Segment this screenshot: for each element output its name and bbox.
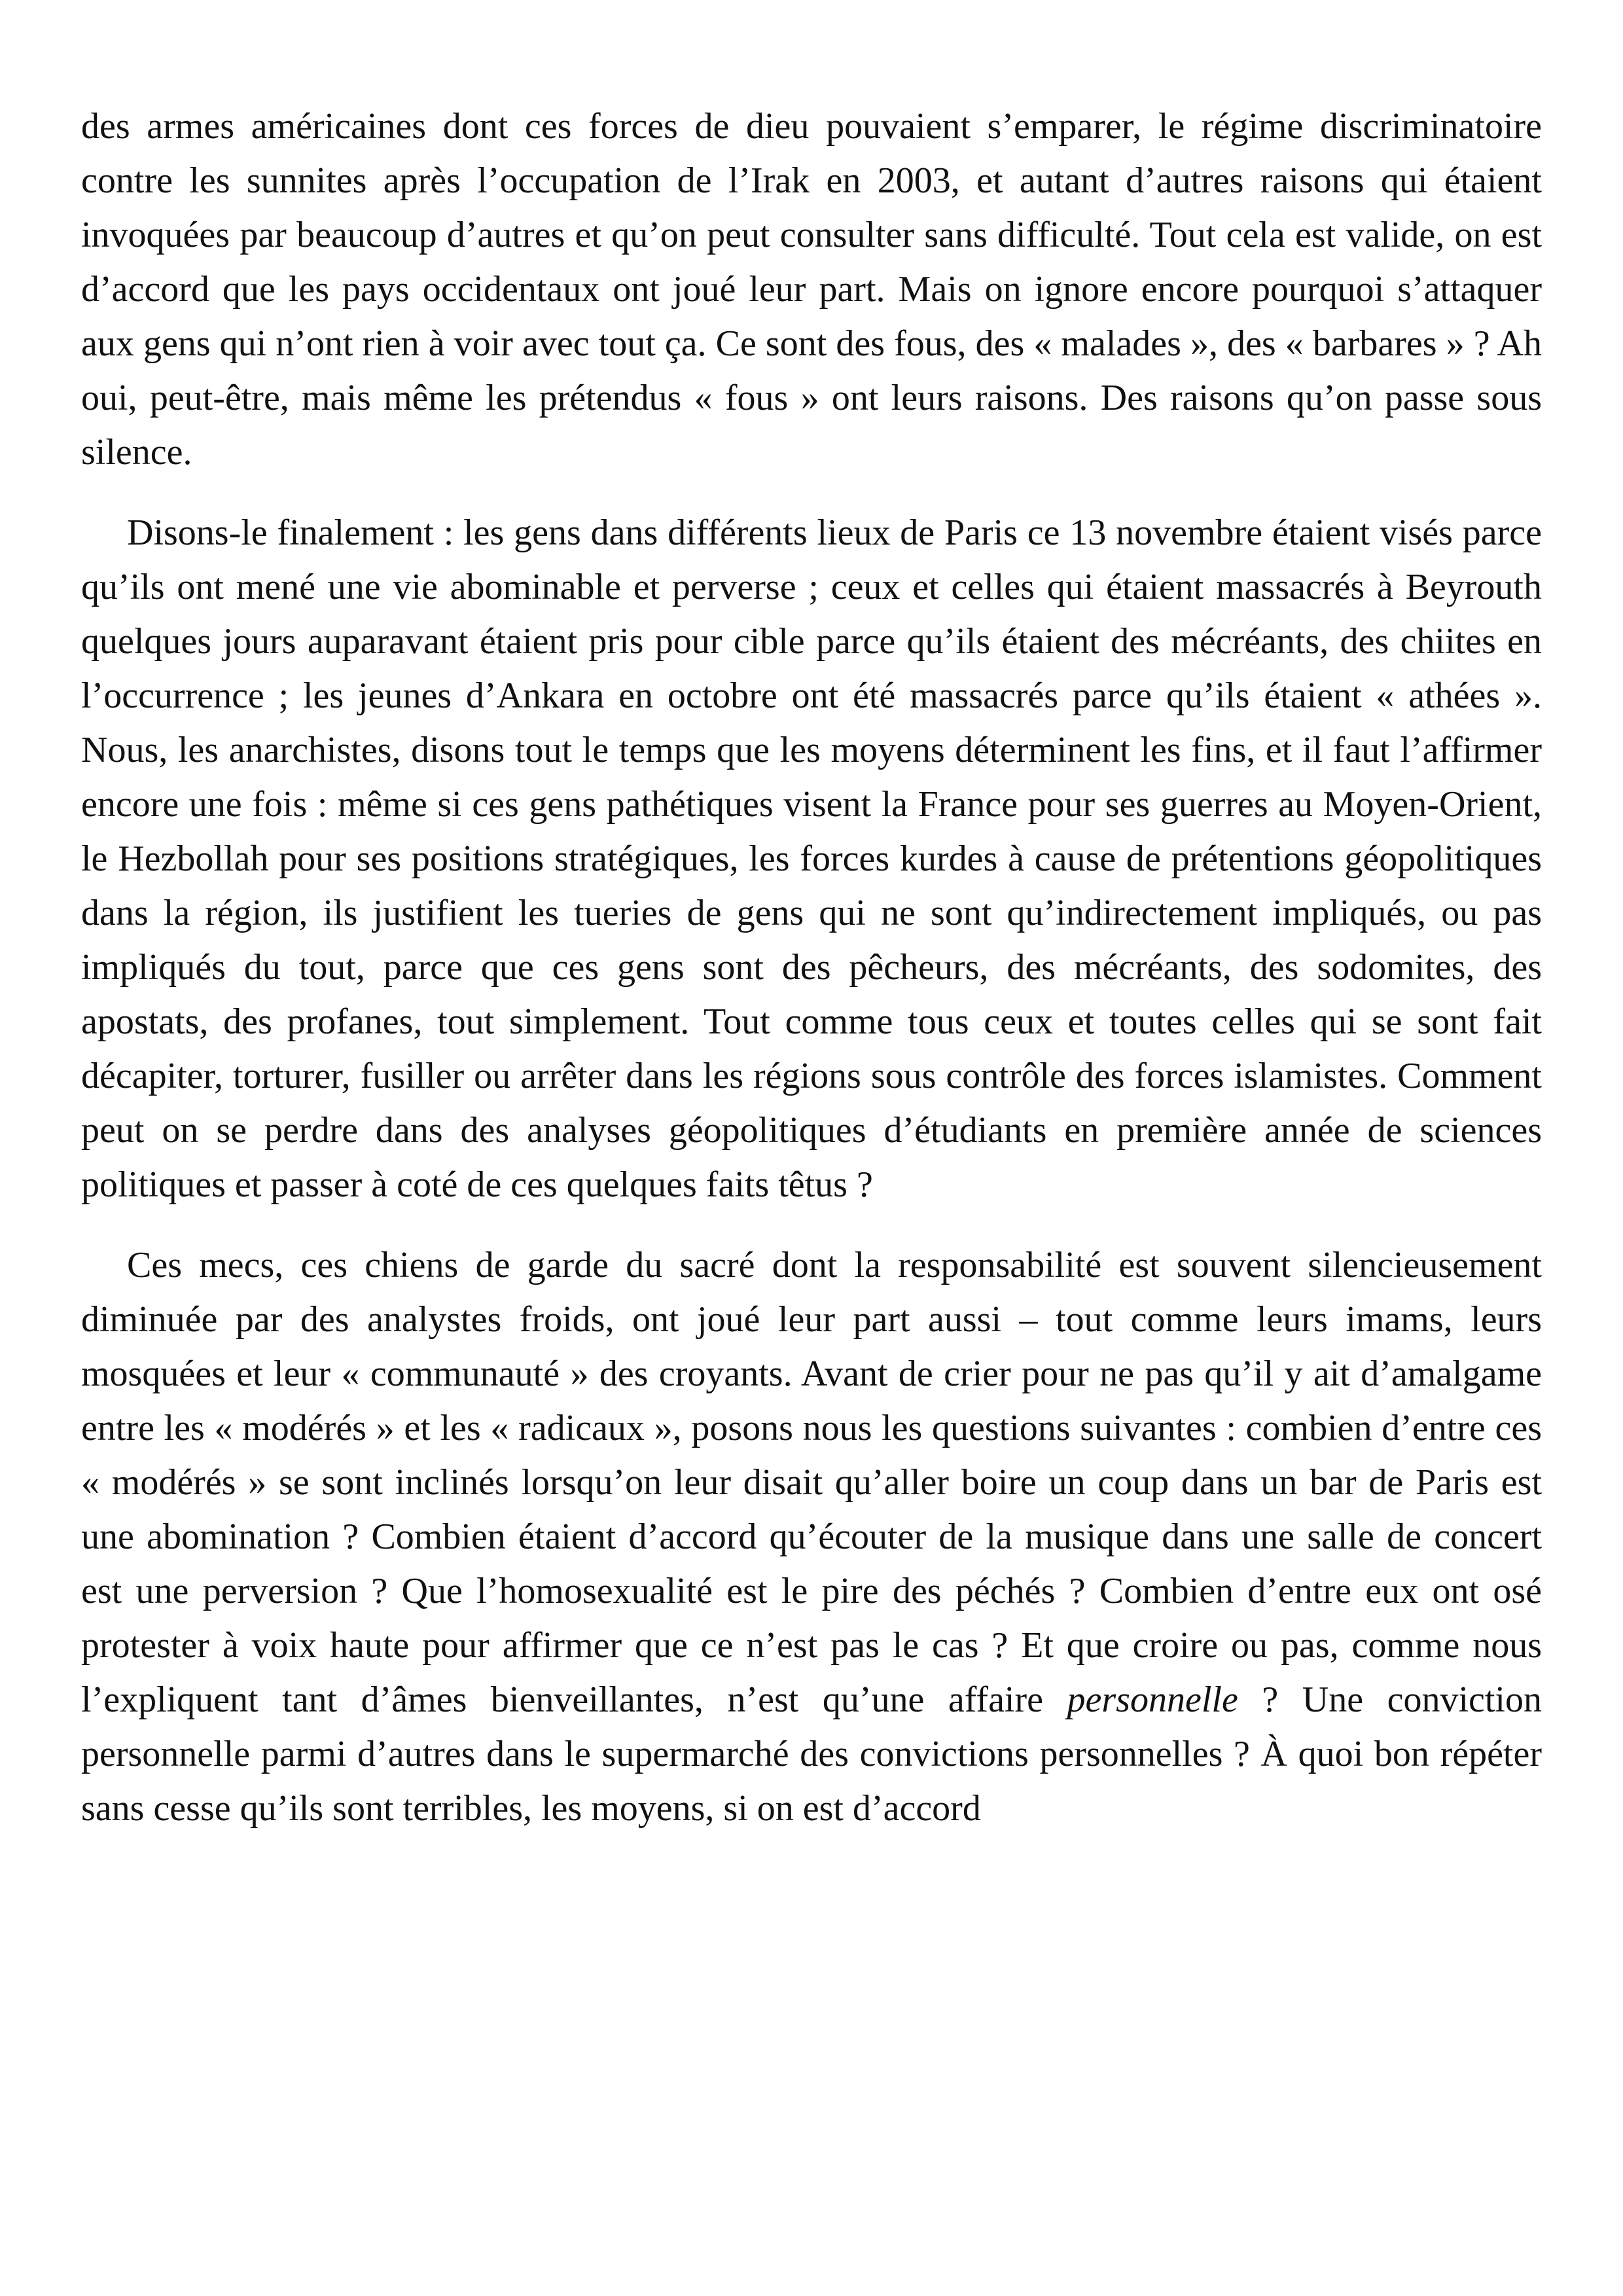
document-page <box>81 99 1542 1862</box>
paragraph-1 <box>81 99 1542 480</box>
paragraph-3-text-b: ? Une conviction personnelle parmi d’autres dans le supermarché des convictions personnelles ? À quoi bon répéter sans cesse qu’ils sont terribles, les moyens, si on est d’accord <box>81 1679 1542 1829</box>
paragraph-2-text: Disons-le finalement : les gens dans différents lieux de Paris ce 13 novembre étaient visés parce qu’ils ont mené une vie abominable et perverse ; ceux et celles qui étaient massacrés à Beyrouth quelques jours auparavant étaient pris pour cible parce qu’ils étaient des mécréants, des chiites en l’occurrence ; les jeunes d’Ankara en octobre ont été massacrés parce qu’ils étaient « athées ». Nous, les anarchistes, disons tout le temps que les moyens déterminent les fins, et il faut l’affirmer encore une fois : même si ces gens pathétiques visent la France pour ses guerres au Moyen-Orient, le Hezbollah pour ses positions stratégiques, les forces kurdes à cause de prétentions géopolitiques dans la région, ils justifient les tueries de gens qui ne sont qu’indirectement impliqués, ou pas impliqués du tout, parce que ces gens sont des pêcheurs, des mécréants, des sodomites, des apostats, des profanes, tout simplement. Tout comme tous ceux et toutes celles qui se sont fait décapiter, torturer, fusiller ou arrêter dans les régions sous contrôle des forces islamistes. Comment peut on se perdre dans des analyses géopolitiques d’étudiants en première année de sciences politiques et passer à coté de ces quelques faits têtus ? <box>81 512 1542 1205</box>
paragraph-3-text-a: Ces mecs, ces chiens de garde du sacré dont la responsabilité est souvent silencieusement diminuée par des analystes froids, ont joué leur part aussi – tout comme leurs imams, leurs mosquées et leur « communauté » des croyants. Avant de crier pour ne pas qu’il y ait d’amalgame entre les « modérés » et les « radicaux », posons nous les questions suivantes : combien d’entre ces « modérés » se sont inclinés lorsqu’on leur disait qu’aller boire un coup dans un bar de Paris est une abomination ? Combien étaient d’accord qu’écouter de la musique dans une salle de concert est une perversion ? Que l’homosexualité est le pire des péchés ? Combien d’entre eux ont osé protester à voix haute pour affirmer que ce n’est pas le cas ? Et que croire ou pas, comme nous l’expliquent tant d’âmes bienveillantes, n’est qu’une affaire <box>81 1245 1542 1720</box>
paragraph-3-emphasis: personnelle <box>1067 1679 1238 1720</box>
paragraph-3 <box>81 1238 1542 1836</box>
paragraph-1-text: des armes américaines dont ces forces de dieu pouvaient s’emparer, le régime discriminatoire contre les sunnites après l’occupation de l’Irak en 2003, et autant d’autres raisons qui étaient invoquées par beaucoup d’autres et qu’on peut consulter sans difficulté. Tout cela est valide, on est d’accord que les pays occidentaux ont joué leur part. Mais on ignore encore pourquoi s’attaquer aux gens qui n’ont rien à voir avec tout ça. Ce sont des fous, des « malades », des « barbares » ? Ah oui, peut-être, mais même les prétendus « fous » ont leurs raisons. Des raisons qu’on passe sous silence. <box>81 106 1542 473</box>
paragraph-2 <box>81 506 1542 1212</box>
